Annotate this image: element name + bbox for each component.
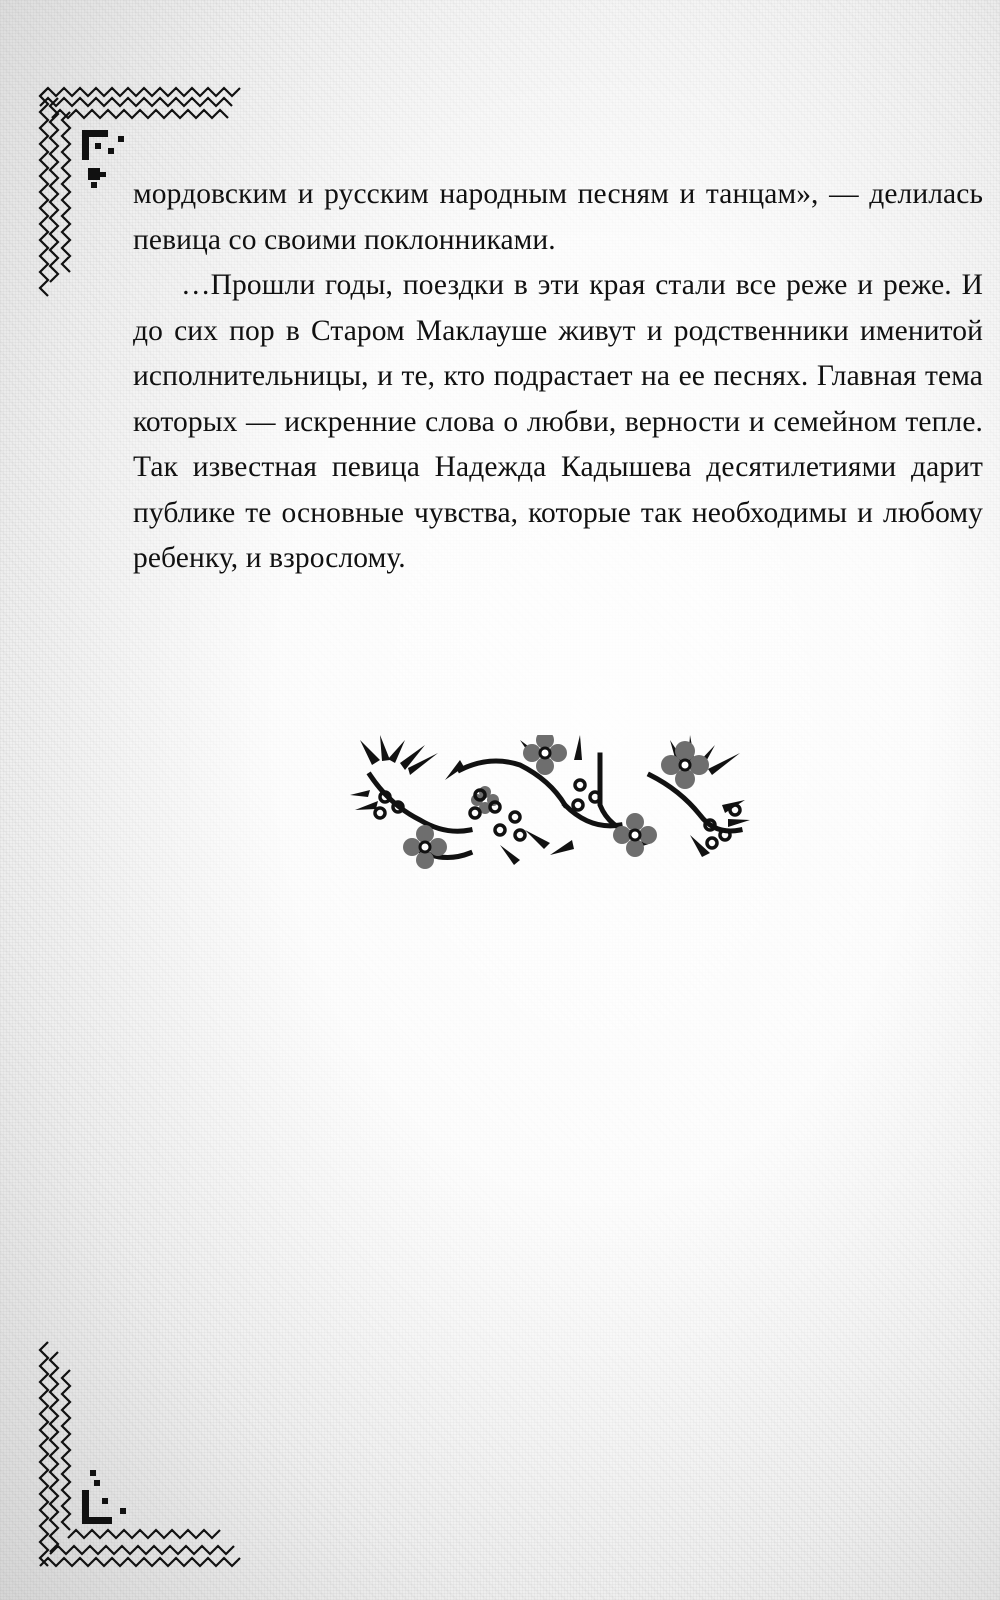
paragraph: …Прошли годы, поездки в эти края стали все реже и реже. И до сих пор в Старом Маклауше живут и родственники именитой исполнительницы, и те, кто подрастает на ее песнях. Главная тема которых — искренние слова о любви, верности и семейном тепле. Так известная певица Надежда Кадышева десятилетиями дарит публике те основные чувства, которые так необходимы и любому ребенку, и взрослому. xyxy=(133,269,983,574)
body-text xyxy=(133,172,983,582)
floral-ornament-icon xyxy=(350,735,770,875)
bottom-corner-ornament-icon xyxy=(38,1340,243,1570)
paragraph: мордовским и русским народным песням и танцам», — делилась певица со своими поклонниками. xyxy=(133,178,983,256)
